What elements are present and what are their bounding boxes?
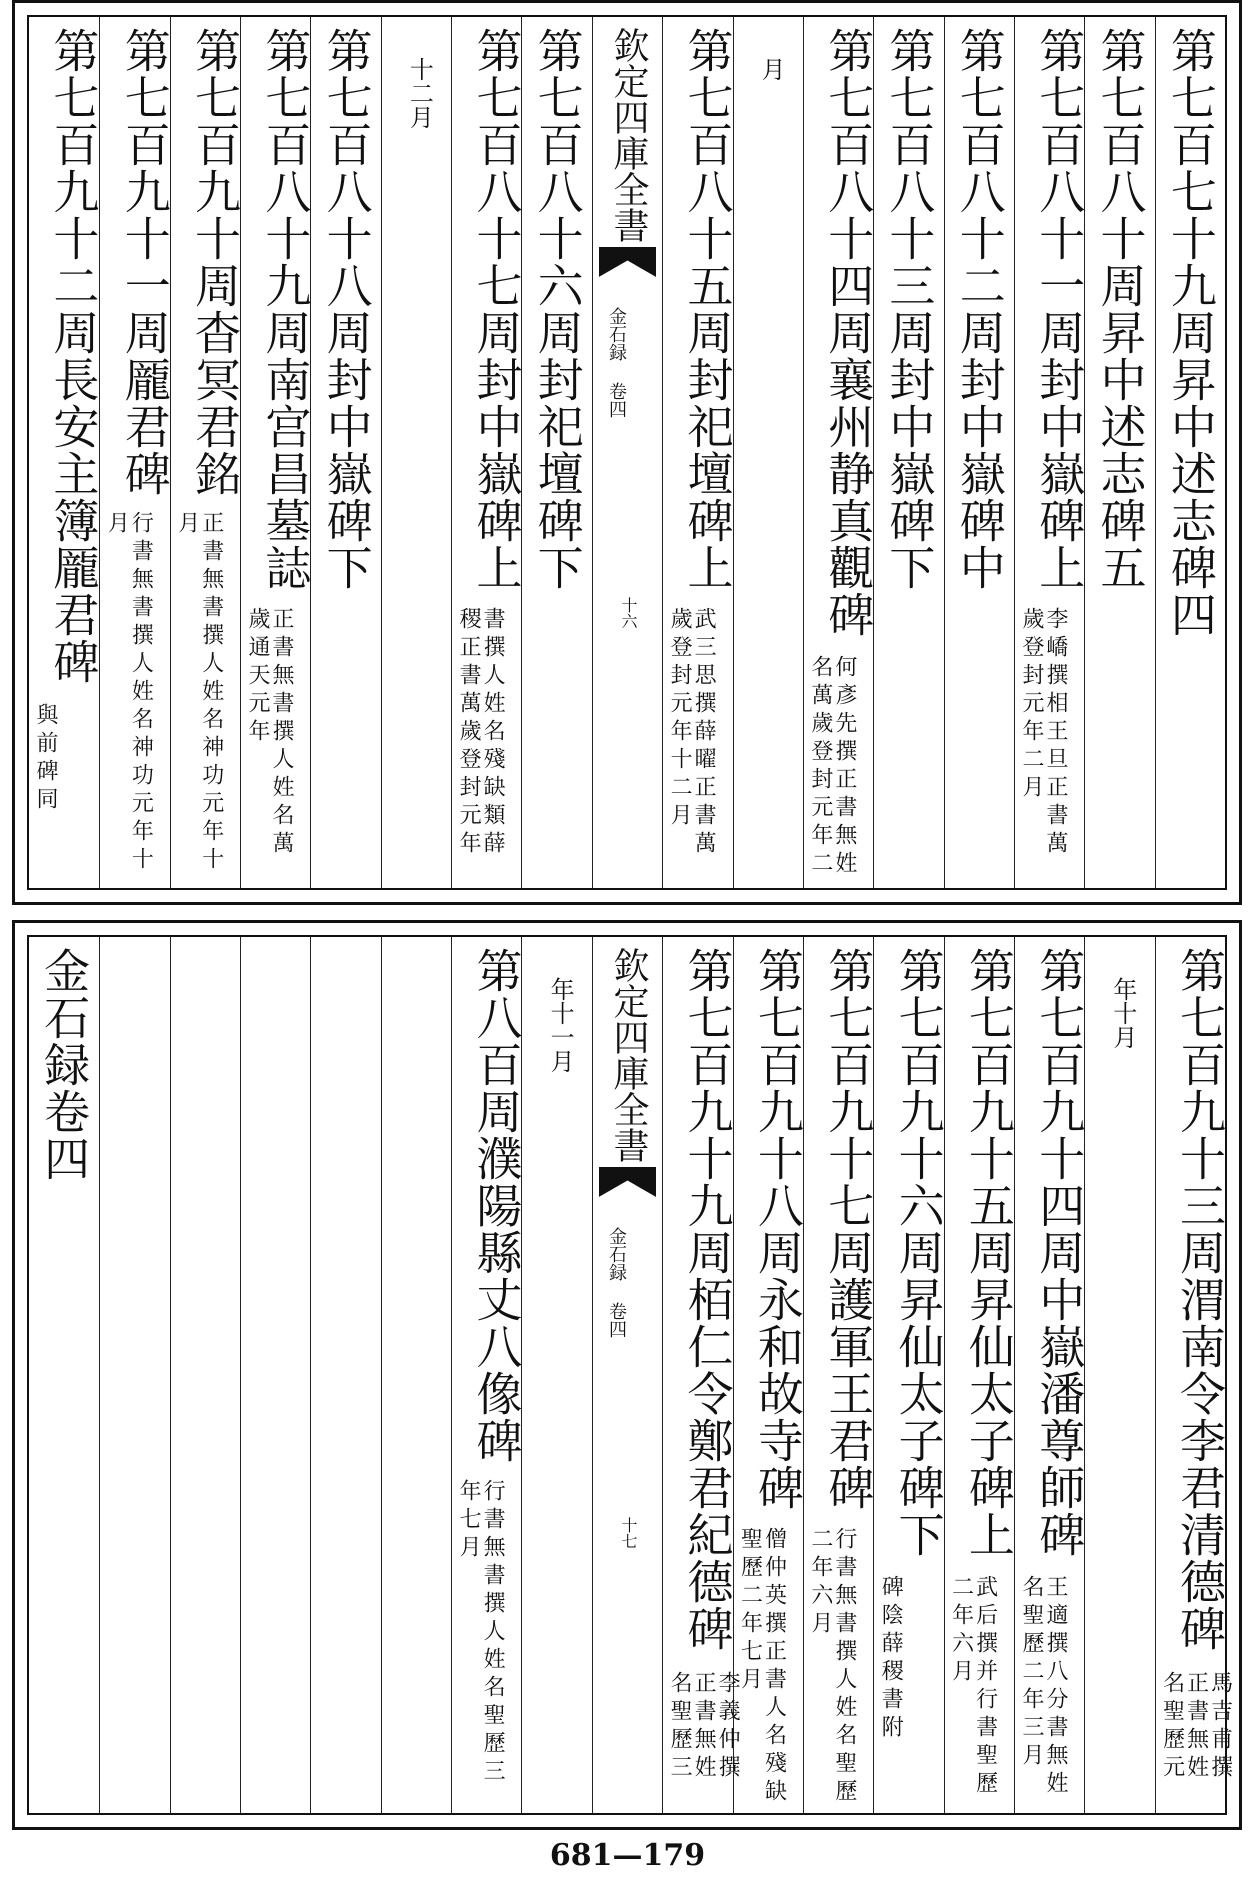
entry-column: [662, 17, 735, 888]
entry-column: [451, 937, 524, 1813]
inscription-title: 第七百八十九周南宫昌墓誌: [258, 27, 313, 591]
bottom-page: [12, 920, 1242, 1830]
inscription-annotation: 馬吉甫撰正書無姓名聖歷元: [1159, 1671, 1233, 1783]
inscription-title: 第七百九十九周栢仁令鄭君紀德碑: [680, 947, 735, 1652]
fish-tail-mark: [599, 1167, 656, 1197]
inscription-title: 第七百八十四周襄州静真觀碑: [821, 27, 876, 638]
inscription-annotation: 王適撰八分書無姓名聖歷二年三月: [1018, 1575, 1068, 1799]
inscription-title: 第七百九十八周永和故寺碑: [750, 947, 805, 1511]
inscription-title: 第七百八十二周封中嶽碑中: [952, 27, 1007, 591]
inscription-title: 第七百八十周昇中述志碑五: [1093, 27, 1148, 591]
inscription-annotation: 李義仲撰正書無姓名聖歷三: [667, 1671, 741, 1783]
entry-column: [521, 17, 591, 888]
fish-tail-mark: [599, 247, 656, 277]
inscription-annotation: 行書無書撰人姓名聖歷二年六月: [807, 1527, 857, 1807]
inscription-title: 第七百八十三周封中嶽碑下: [882, 27, 937, 591]
inscription-annotation: 武后撰并行書聖歷二年六月: [948, 1575, 998, 1799]
entry-column: [662, 937, 741, 1813]
inscription-annotation: 行書無書撰人姓名聖歷三年七月: [456, 1479, 506, 1787]
entry-column: [29, 937, 99, 1813]
continuation-column: [381, 17, 451, 888]
top-page-columns: [27, 15, 1227, 890]
bottom-page-columns: [27, 935, 1233, 1815]
continued-date-text: 十二月: [405, 57, 434, 129]
entry-column: [873, 17, 943, 888]
inscription-annotation: 碑陰薛稷書附: [878, 1575, 904, 1743]
continuation-column: [1084, 937, 1154, 1813]
continuation-column: [521, 937, 591, 1813]
entry-column: [733, 937, 803, 1813]
inscription-title: 第七百八十一周封中嶽碑上: [1032, 27, 1087, 591]
continued-date-text: 年十月: [1108, 977, 1137, 1049]
inscription-annotation: 正書無書撰人姓名神功元年十月: [174, 511, 224, 875]
inscription-title: 第七百九十三周渭南令李君清德碑: [1172, 947, 1227, 1652]
entry-column: [29, 17, 99, 888]
inscription-annotation: 武三思撰薛曜正書萬歲登封元年十二月: [667, 607, 717, 859]
center-fold-column: [592, 937, 662, 1813]
center-book-title: 欽定四庫全書: [607, 947, 649, 1163]
entry-column: [944, 937, 1014, 1813]
inscription-title: 金石録卷四: [37, 947, 92, 1182]
entry-column: [310, 17, 380, 888]
inscription-title: 第七百八十七周封中嶽碑上: [469, 27, 524, 591]
center-volume-label: 金石録 卷四: [605, 1227, 627, 1338]
entry-column: [1084, 17, 1154, 888]
entry-column: [944, 17, 1014, 888]
inscription-annotation: 何彥先撰正書無姓名萬歲登封元年二: [807, 655, 857, 879]
entry-column: [873, 937, 946, 1813]
center-leaf-number: 十七: [618, 1517, 638, 1549]
entry-column: [170, 17, 243, 888]
entry-column: [381, 937, 451, 1813]
inscription-annotation: 正書無書撰人姓名萬歲通天元年: [245, 607, 295, 859]
inscription-title: 第七百八十八周封中嶽碑下: [319, 27, 374, 591]
inscription-title: 第七百九十一周龎君碑: [117, 27, 172, 497]
inscription-title: 第七百九十六周昇仙太子碑下: [891, 947, 946, 1558]
inscription-annotation: 行書無書撰人姓名神功元年十月: [104, 511, 154, 875]
center-leaf-number: 十六: [618, 597, 638, 629]
inscription-title: 第七百八十五周封祀壇碑上: [680, 27, 735, 591]
entry-column: [1014, 17, 1087, 888]
center-volume-label: 金石録 卷四: [605, 307, 627, 418]
entry-column: [310, 937, 380, 1813]
inscription-annotation: 李嶠撰相王旦正書萬歲登封元年二月: [1018, 607, 1068, 859]
inscription-title: 第七百八十六周封祀壇碑下: [530, 27, 585, 591]
top-page: [12, 0, 1242, 905]
inscription-title: 第八百周濮陽縣丈八像碑: [469, 947, 524, 1464]
inscription-title: 第七百九十七周護軍王君碑: [821, 947, 876, 1511]
entry-column: [240, 937, 310, 1813]
entry-column: [803, 937, 876, 1813]
entry-column: [99, 937, 169, 1813]
entry-column: [1155, 937, 1233, 1813]
continued-date-text: 年十一月: [546, 977, 575, 1073]
inscription-title: 第七百九十二周長安主簿龎君碑: [46, 27, 101, 685]
inscription-annotation: 僧仲英撰正書人名殘缺聖歷二年七月: [737, 1527, 787, 1807]
page-number: 681—179: [549, 1838, 706, 1873]
inscription-title: 第七百七十九周昇中述志碑四: [1163, 27, 1218, 638]
entry-column: [99, 17, 172, 888]
entry-column: [170, 937, 240, 1813]
inscription-annotation: 書撰人姓名殘缺類薛稷正書萬歲登封元年: [456, 607, 506, 859]
inscription-title: 第七百九十周杳冥君銘: [188, 27, 243, 497]
entry-column: [1014, 937, 1087, 1813]
continued-date-text: 月: [757, 57, 786, 81]
inscription-annotation: 與前碑同: [33, 703, 58, 815]
entry-column: [1155, 17, 1225, 888]
inscription-title: 第七百九十五周昇仙太子碑上: [961, 947, 1016, 1558]
center-book-title: 欽定四庫全書: [607, 27, 649, 243]
continuation-column: [733, 17, 803, 888]
entry-column: [451, 17, 524, 888]
center-fold-column: [592, 17, 662, 888]
inscription-title: 第七百九十四周中嶽潘尊師碑: [1032, 947, 1087, 1558]
entry-column: [240, 17, 313, 888]
entry-column: [803, 17, 876, 888]
